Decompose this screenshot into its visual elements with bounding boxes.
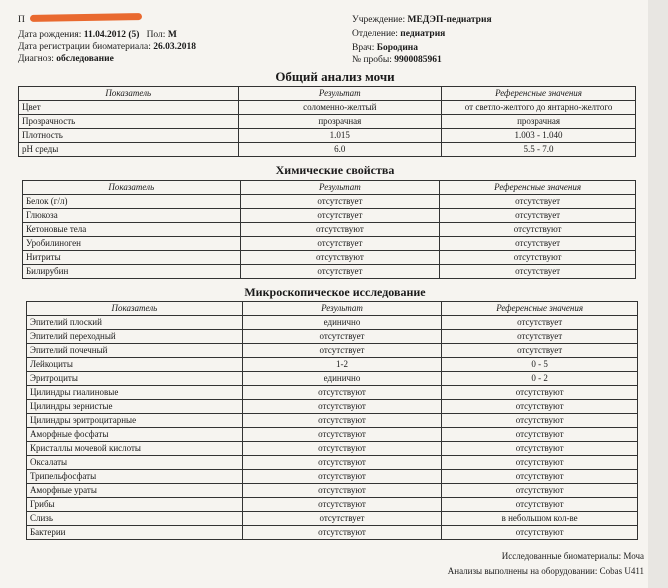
table-row [27, 442, 638, 456]
column-header: Показатель [19, 87, 239, 101]
indicator-cell: Плотность [19, 129, 239, 143]
table-row [27, 512, 638, 526]
indicator-cell: Бактерии [27, 526, 243, 540]
table-row [19, 101, 636, 115]
table-row [19, 143, 636, 157]
reference-cell: в небольшом кол-ве [442, 512, 638, 526]
reference-cell: отсутствуют [442, 470, 638, 484]
reference-cell: 1.003 - 1.040 [442, 129, 636, 143]
department-line [352, 28, 445, 41]
reference-cell: отсутствуют [442, 498, 638, 512]
result-cell: единично [242, 316, 442, 330]
column-header: Результат [240, 181, 440, 195]
patient-prefix: П [18, 15, 25, 25]
dept-value: педиатрия [400, 29, 446, 39]
dept-label: Отделение: [352, 29, 398, 39]
indicator-cell: Нитриты [23, 251, 241, 265]
table-general [18, 86, 636, 157]
reference-cell: отсутствуют [442, 428, 638, 442]
reference-cell: отсутствует [442, 344, 638, 358]
indicator-cell: Слизь [27, 512, 243, 526]
result-cell: отсутствуют [242, 386, 442, 400]
indicator-cell: Цвет [19, 101, 239, 115]
sex-label: Пол: [146, 30, 166, 40]
inst-value: МЕДЭП-педиатрия [407, 15, 492, 25]
table-row [19, 129, 636, 143]
reg-value: 26.03.2018 [153, 42, 196, 52]
table-row [23, 265, 636, 279]
indicator-cell: Эпителий почечный [27, 344, 243, 358]
column-header: Референсные значения [442, 87, 636, 101]
result-cell: соломенно-желтый [238, 101, 442, 115]
sex-value: М [167, 30, 177, 40]
table-row [23, 237, 636, 251]
result-cell: 1-2 [242, 358, 442, 372]
reference-cell: отсутствует [442, 330, 638, 344]
reference-cell: отсутствует [442, 316, 638, 330]
table-row [19, 115, 636, 129]
reference-cell: отсутствуют [440, 251, 636, 265]
result-cell: отсутствует [242, 330, 442, 344]
result-cell: отсутствует [242, 344, 442, 358]
result-cell: отсутствуют [242, 442, 442, 456]
sample-line [352, 54, 442, 67]
doctor-label: Врач: [352, 43, 375, 53]
section-title-microscopy: Микроскопическое исследование [244, 285, 426, 299]
column-header: Показатель [23, 181, 241, 195]
diagnosis-line [18, 53, 114, 66]
reference-cell: отсутствуют [442, 414, 638, 428]
indicator-cell: Трипельфосфаты [27, 470, 243, 484]
result-cell: отсутствует [240, 237, 440, 251]
reference-cell: отсутствуют [442, 484, 638, 498]
institution-line [352, 14, 492, 27]
result-cell: отсутствует [240, 265, 440, 279]
indicator-cell: pH среды [19, 143, 239, 157]
reference-cell: 0 - 5 [442, 358, 638, 372]
indicator-cell: Цилиндры гиалиновые [27, 386, 243, 400]
result-cell: прозрачная [238, 115, 442, 129]
table-row [27, 386, 638, 400]
birth-label: Дата рождения: [18, 30, 82, 40]
sample-value: 9900085961 [394, 55, 442, 65]
birth-value: 11.04.2012 (5) [83, 30, 140, 40]
reference-cell: 0 - 2 [442, 372, 638, 386]
indicator-cell: Билирубин [23, 265, 241, 279]
diag-label: Диагноз: [18, 54, 54, 64]
equipment-note: Анализы выполнены на оборудовании: Cobas U411 [447, 566, 644, 576]
sample-label: № пробы: [352, 55, 392, 65]
table-row [23, 223, 636, 237]
table-row [27, 470, 638, 484]
indicator-cell: Эритроциты [27, 372, 243, 386]
indicator-cell: Цилиндры зернистые [27, 400, 243, 414]
result-cell: отсутствуют [242, 400, 442, 414]
result-cell: отсутствуют [242, 456, 442, 470]
table-row [27, 428, 638, 442]
table-row [27, 316, 638, 330]
table-row [23, 209, 636, 223]
result-cell: единично [242, 372, 442, 386]
indicator-cell: Эпителий переходный [27, 330, 243, 344]
result-cell: отсутствует [240, 209, 440, 223]
indicator-cell: Белок (г/л) [23, 195, 241, 209]
table-microscopy [26, 301, 638, 540]
reference-cell: отсутствует [440, 265, 636, 279]
table-row [27, 344, 638, 358]
result-cell: отсутствует [240, 195, 440, 209]
reg-label: Дата регистрации биоматериала: [18, 42, 151, 52]
reference-cell: отсутствуют [442, 442, 638, 456]
table-row [27, 526, 638, 540]
column-header: Референсные значения [442, 302, 638, 316]
table-row [27, 484, 638, 498]
indicator-cell: Прозрачность [19, 115, 239, 129]
result-cell: отсутствуют [242, 498, 442, 512]
reference-cell: отсутствует [440, 237, 636, 251]
column-header: Результат [242, 302, 442, 316]
reference-cell: 5.5 - 7.0 [442, 143, 636, 157]
table-header-row [19, 87, 636, 101]
table-row [27, 498, 638, 512]
indicator-cell: Кетоновые тела [23, 223, 241, 237]
section-title-general: Общий анализ мочи [275, 69, 395, 84]
result-cell: отсутствуют [242, 526, 442, 540]
reference-cell: отсутствует [440, 195, 636, 209]
table-row [23, 195, 636, 209]
result-cell: отсутствуют [242, 414, 442, 428]
reference-cell: отсутствуют [442, 386, 638, 400]
indicator-cell: Глюкоза [23, 209, 241, 223]
result-cell: отсутствуют [240, 251, 440, 265]
doctor-value: Бородина [376, 43, 419, 53]
indicator-cell: Аморфные ураты [27, 484, 243, 498]
biomaterial-note: Исследованные биоматериалы: Моча [501, 551, 644, 561]
inst-label: Учреждение: [352, 15, 406, 25]
patient-line [18, 14, 25, 27]
indicator-cell: Кристаллы мочевой кислоты [27, 442, 243, 456]
page-edge [648, 0, 668, 588]
indicator-cell: Оксалаты [27, 456, 243, 470]
table-row [27, 456, 638, 470]
column-header: Результат [238, 87, 442, 101]
column-header: Показатель [27, 302, 243, 316]
indicator-cell: Эпителий плоский [27, 316, 243, 330]
result-cell: отсутствуют [240, 223, 440, 237]
result-cell: отсутствует [242, 512, 442, 526]
reference-cell: отсутствуют [442, 400, 638, 414]
result-cell: отсутствуют [242, 484, 442, 498]
indicator-cell: Лейкоциты [27, 358, 243, 372]
indicator-cell: Уробилиноген [23, 237, 241, 251]
table-header-row [23, 181, 636, 195]
reference-cell: отсутствует [440, 209, 636, 223]
result-cell: отсутствуют [242, 428, 442, 442]
result-cell: 1.015 [238, 129, 442, 143]
indicator-cell: Аморфные фосфаты [27, 428, 243, 442]
reference-cell: от светло-желтого до янтарно-желтого [442, 101, 636, 115]
reference-cell: отсутствуют [440, 223, 636, 237]
table-header-row [27, 302, 638, 316]
indicator-cell: Грибы [27, 498, 243, 512]
table-row [27, 372, 638, 386]
table-row [27, 414, 638, 428]
table-row [27, 330, 638, 344]
result-cell: 6.0 [238, 143, 442, 157]
section-title-chemical: Химические свойства [275, 163, 395, 177]
reference-cell: прозрачная [442, 115, 636, 129]
column-header: Референсные значения [440, 181, 636, 195]
table-row [27, 358, 638, 372]
table-row [27, 400, 638, 414]
reference-cell: отсутствуют [442, 456, 638, 470]
indicator-cell: Цилиндры эритроцитарные [27, 414, 243, 428]
table-row [23, 251, 636, 265]
table-chemical [22, 180, 636, 279]
reference-cell: отсутствуют [442, 526, 638, 540]
diag-value: обследование [56, 54, 114, 64]
result-cell: отсутствуют [242, 470, 442, 484]
